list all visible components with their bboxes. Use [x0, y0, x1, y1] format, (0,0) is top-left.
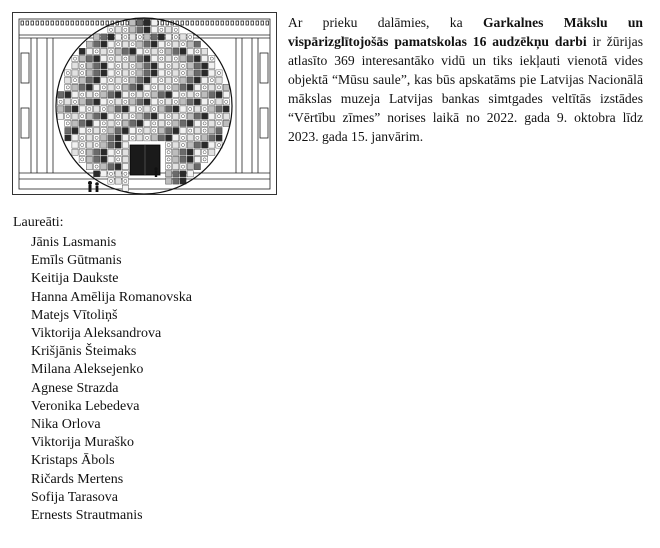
laureate-name: Hanna Amēlija Romanovska	[31, 289, 192, 305]
sun-mosaic-illustration	[12, 12, 277, 195]
laureate-name: Keitija Daukste	[31, 271, 119, 287]
laureates-heading: Laureāti:	[13, 215, 64, 230]
laureate-name: Milana Aleksejenko	[31, 362, 144, 378]
laureates-list	[31, 234, 192, 525]
intro-text-end: ir žūrijas atlasīto 369 interesantāko vidū un tiks iekļauti vienotā vides objektā “Mūsu saule”, kas būs apskatāms pie Latvijas Nacionālā mākslas muzeja Latvijas bankas simtgades veltītās izstādes “Vērtību zīmes” norises laikā no 2022. gada 9. oktobra līdz 2023. gada 15. janvārim.	[288, 34, 643, 144]
laureate-name: Jānis Lasmanis	[31, 235, 117, 250]
laureate-name: Ernests Strautmanis	[31, 508, 143, 524]
laureate-name: Agnese Strazda	[31, 380, 119, 396]
intro-text-start: Ar prieku dalāmies, ka	[288, 15, 483, 30]
laureate-name: Sofija Tarasova	[31, 489, 119, 505]
intro-paragraph	[288, 13, 643, 146]
laureate-name: Viktorija Muraško	[31, 435, 134, 451]
laureate-name: Nika Orlova	[31, 417, 101, 433]
laureate-name: Ričards Mertens	[31, 471, 124, 487]
school-name: Garkalnes Mākslu un vispārizglītojošās pamatskolas 16 audzēkņu darbi	[288, 15, 643, 49]
museum-facade-drawing	[13, 13, 276, 194]
laureate-name: Kristaps Ābols	[31, 453, 115, 469]
laureate-name: Viktorija Aleksandrova	[31, 326, 162, 342]
laureate-name: Matejs Vītoliņš	[31, 307, 118, 323]
laureate-name: Krišjānis Šteimaks	[31, 344, 137, 360]
laureate-name: Veronika Lebedeva	[31, 398, 140, 414]
laureate-name: Emīls Gūtmanis	[31, 253, 122, 269]
